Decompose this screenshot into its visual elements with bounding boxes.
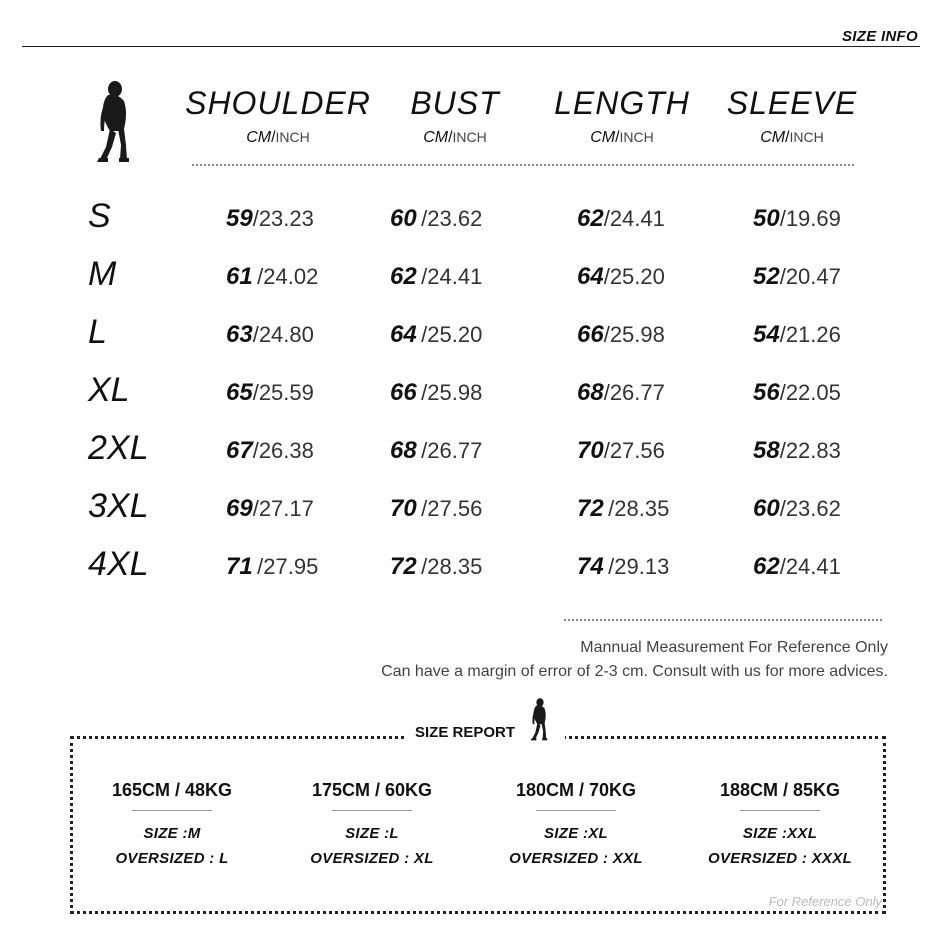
size-label: S [88, 197, 111, 235]
sleeve-cell [753, 262, 841, 295]
cm-value: 61 [226, 263, 253, 290]
cm-value: 74 [577, 553, 604, 580]
inch-value: /27.95 [257, 554, 319, 579]
column-name: LENGTH [554, 85, 690, 121]
model-size: SIZE :M [143, 825, 201, 842]
column-header-sleeve [692, 84, 892, 149]
walking-ape-figure-icon [527, 696, 553, 742]
size-info-title: SIZE INFO [841, 28, 918, 45]
report-model-2 [282, 778, 462, 871]
inch-value: /19.69 [779, 206, 841, 231]
inch-value: /24.41 [603, 206, 665, 231]
cm-value: 68 [390, 437, 417, 464]
inch-value: /28.35 [608, 496, 670, 521]
length-cell [577, 494, 669, 527]
unit-cm: CM [423, 129, 449, 146]
bust-cell [390, 204, 482, 237]
length-cell [577, 204, 665, 237]
inch-value: /20.47 [779, 264, 841, 289]
shoulder-cell [226, 378, 314, 411]
unit-inch: INCH [619, 129, 654, 145]
cm-value: 62 [753, 553, 780, 580]
unit-cm: CM [590, 129, 616, 146]
reference-only-note: For Reference Only [768, 894, 882, 909]
model-height-weight: 165CM / 48KG [111, 780, 233, 800]
inch-value: /25.59 [252, 380, 314, 405]
cm-value: 70 [390, 495, 417, 522]
inch-value: /23.23 [252, 206, 314, 231]
model-size: SIZE :XXL [742, 825, 818, 842]
model-height-weight: 175CM / 60KG [311, 780, 433, 800]
length-cell [577, 262, 665, 295]
inch-value: /27.56 [603, 438, 665, 463]
inch-value: /26.38 [252, 438, 314, 463]
inch-value: /27.56 [421, 496, 483, 521]
cm-value: 62 [577, 205, 604, 232]
cm-value: 64 [390, 321, 417, 348]
model-divider [536, 810, 616, 811]
model-height-weight: 188CM / 85KG [719, 780, 841, 800]
inch-value: /28.35 [421, 554, 483, 579]
sleeve-cell [753, 552, 841, 585]
model-size: SIZE :XL [543, 825, 609, 842]
column-unit [178, 126, 378, 149]
inch-value: /23.62 [779, 496, 841, 521]
header-dotted-divider [192, 164, 854, 166]
model-oversized: OVERSIZED : L [115, 850, 229, 867]
margin-note: Can have a margin of error of 2-3 cm. Consult with us for more advices. [381, 663, 888, 680]
unit-inch: INCH [452, 129, 487, 145]
length-cell [577, 436, 665, 469]
cm-value: 63 [226, 321, 253, 348]
report-model-4 [690, 778, 870, 871]
shoulder-cell [226, 204, 314, 237]
notes-dotted-divider [564, 619, 882, 621]
inch-value: /24.02 [257, 264, 319, 289]
cm-value: 66 [577, 321, 604, 348]
unit-inch: INCH [275, 129, 310, 145]
unit-inch: INCH [789, 129, 824, 145]
column-header-shoulder [178, 84, 378, 149]
sleeve-cell [753, 494, 841, 527]
cm-value: 70 [577, 437, 604, 464]
inch-value: /22.83 [779, 438, 841, 463]
model-divider [132, 810, 212, 811]
size-report-title: SIZE REPORT [415, 724, 516, 741]
shoulder-cell [226, 552, 318, 585]
sleeve-cell [753, 378, 841, 411]
unit-separator: / [615, 129, 620, 146]
measurement-note: Mannual Measurement For Reference Only [580, 639, 888, 656]
header-divider [22, 46, 920, 47]
column-name: BUST [410, 85, 500, 121]
inch-value: /24.41 [779, 554, 841, 579]
inch-value: /22.05 [779, 380, 841, 405]
inch-value: /25.98 [421, 380, 483, 405]
bust-cell [390, 494, 482, 527]
bust-cell [390, 320, 482, 353]
report-model-3 [486, 778, 666, 871]
cm-value: 59 [226, 205, 253, 232]
column-unit [692, 126, 892, 149]
model-oversized: OVERSIZED : XXXL [708, 850, 852, 867]
size-label: L [88, 313, 107, 351]
length-cell [577, 320, 665, 353]
inch-value: /24.41 [421, 264, 483, 289]
unit-cm: CM [760, 129, 786, 146]
sleeve-cell [753, 204, 841, 237]
shoulder-cell [226, 262, 318, 295]
inch-value: /25.98 [603, 322, 665, 347]
unit-separator: / [448, 129, 453, 146]
shoulder-cell [226, 494, 314, 527]
walking-ape-figure-icon [90, 78, 140, 164]
cm-value: 64 [577, 263, 604, 290]
unit-separator: / [271, 129, 276, 146]
cm-value: 68 [577, 379, 604, 406]
model-height-weight: 180CM / 70KG [515, 780, 637, 800]
column-name: SHOULDER [185, 85, 371, 121]
inch-value: /27.17 [252, 496, 314, 521]
unit-cm: CM [246, 129, 272, 146]
shoulder-cell [226, 436, 314, 469]
cm-value: 60 [753, 495, 780, 522]
size-label: 3XL [88, 487, 149, 525]
model-divider [332, 810, 412, 811]
cm-value: 72 [390, 553, 417, 580]
bust-cell [390, 436, 482, 469]
inch-value: /23.62 [421, 206, 483, 231]
inch-value: /21.26 [779, 322, 841, 347]
unit-separator: / [785, 129, 790, 146]
size-label: 2XL [88, 429, 149, 467]
model-oversized: OVERSIZED : XL [310, 850, 434, 867]
bust-cell [390, 262, 482, 295]
length-cell [577, 378, 665, 411]
model-oversized: OVERSIZED : XXL [509, 850, 643, 867]
cm-value: 67 [226, 437, 253, 464]
size-report-heading [405, 696, 565, 746]
cm-value: 66 [390, 379, 417, 406]
sleeve-cell [753, 436, 841, 469]
size-label: M [88, 255, 117, 293]
length-cell [577, 552, 669, 585]
inch-value: /25.20 [603, 264, 665, 289]
report-model-1 [82, 778, 262, 871]
cm-value: 62 [390, 263, 417, 290]
cm-value: 72 [577, 495, 604, 522]
cm-value: 54 [753, 321, 780, 348]
inch-value: /26.77 [603, 380, 665, 405]
model-size: SIZE :L [345, 825, 399, 842]
size-label: 4XL [88, 545, 149, 583]
cm-value: 58 [753, 437, 780, 464]
cm-value: 56 [753, 379, 780, 406]
sleeve-cell [753, 320, 841, 353]
shoulder-cell [226, 320, 314, 353]
column-name: SLEEVE [726, 85, 858, 121]
bust-cell [390, 378, 482, 411]
cm-value: 65 [226, 379, 253, 406]
cm-value: 71 [226, 553, 253, 580]
inch-value: /29.13 [608, 554, 670, 579]
cm-value: 50 [753, 205, 780, 232]
inch-value: /25.20 [421, 322, 483, 347]
inch-value: /26.77 [421, 438, 483, 463]
inch-value: /24.80 [252, 322, 314, 347]
cm-value: 52 [753, 263, 780, 290]
cm-value: 69 [226, 495, 253, 522]
model-divider [740, 810, 820, 811]
cm-value: 60 [390, 205, 417, 232]
size-label: XL [88, 371, 130, 409]
bust-cell [390, 552, 482, 585]
